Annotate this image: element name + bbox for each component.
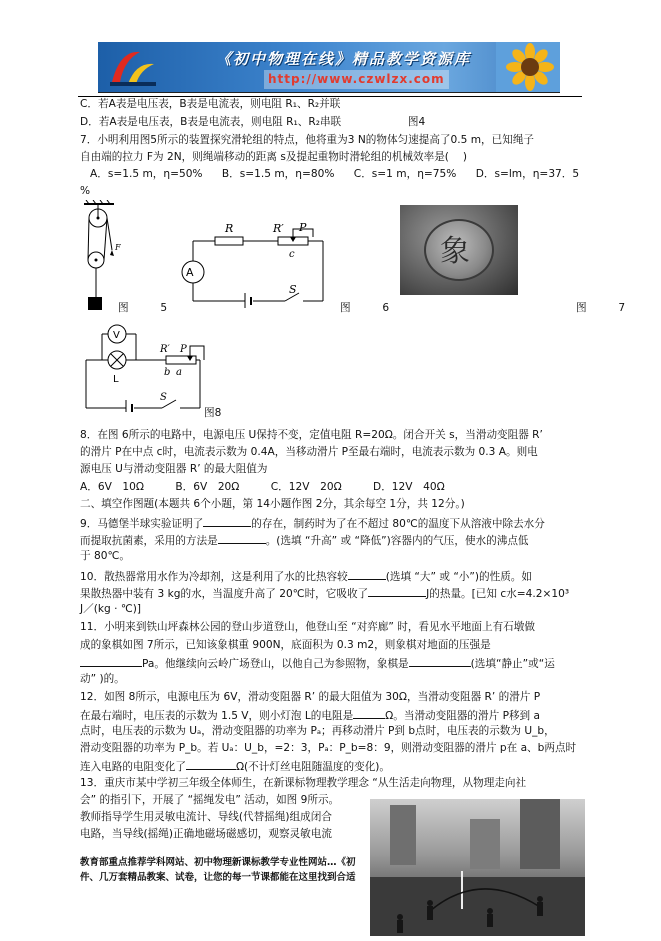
q12-line5 (80, 757, 585, 775)
switch-s-label-8: S (160, 392, 167, 403)
q7-option-a: A．s=1.5 m，η=50% (90, 168, 203, 180)
q11-text-3a: Pa。他继续向云岭广场登山，以他自己为参照物，象棋是 (142, 658, 409, 670)
chess-character: 象 (440, 234, 470, 269)
q12-line4: 滑动变阻器的功率为 P_b。若 Uₐ：U_b，=2：3，Pₐ：P_b=8：9，则滑动变阻器的滑片 p在 a、b两点时 (80, 742, 577, 754)
midpoint-c-label: c (289, 249, 295, 260)
q9-text-2b: 。(选填 “升高” 或 “降低”)容器内的气压，使水的沸点低 (265, 535, 529, 547)
slider-p-label: P (299, 221, 307, 234)
q10-line3: J／(kg · ℃)] (80, 603, 141, 615)
option-c: C．若A表是电压表，B表是电流表，则电阻 R₁、R₂并联 (80, 98, 341, 110)
circuit-figure-8 (82, 322, 207, 412)
q12-line2 (80, 706, 585, 724)
q7-option-c: C．s=1 m，η=75% (353, 168, 457, 180)
q11-line3 (80, 654, 585, 672)
q12-blank-2[interactable] (186, 757, 236, 770)
option-d: D．若A表是电压表，B表是电流表，则电阻 R₁、R₂串联 (80, 116, 342, 128)
resistor-r-label: R (225, 222, 234, 235)
q11-blank-1[interactable] (80, 654, 142, 667)
q11-blank-2[interactable] (409, 654, 471, 667)
q12-line1: 12．如图 8所示，电源电压为 6V，滑动变阻器 R’ 的最大阻值为 30Ω，当滑动变阻器 R’ 的滑片 P (80, 691, 541, 703)
q10-line2 (80, 584, 585, 602)
q9-line2 (80, 531, 585, 549)
sunflower-icon (496, 42, 560, 92)
fig4-label: 图4 (407, 116, 426, 128)
q9-text-2a: 而提取抗菌素，采用的方法是 (80, 535, 218, 547)
footer-line2: 件、几万套精品教案、试卷，让您的每一节课都能在这里找到合适 (80, 872, 356, 884)
q13-line3: 教师指导学生用灵敏电流计、导线(代替摇绳)组成闭合 (80, 811, 332, 823)
q12-text-5a: 连入电路的电阻变化了 (80, 761, 186, 773)
q12-text-5b: Ω(不计灯丝电阻随温度的变化)。 (235, 761, 391, 773)
q9-blank-1[interactable] (203, 514, 251, 527)
q12-blank-1[interactable] (353, 706, 385, 719)
fig6-label: 图 6 (340, 302, 390, 314)
q7-option-b: B．s=1.5 m，η=80% (221, 168, 335, 180)
site-url[interactable]: http://www.czwlzx.com (264, 70, 449, 89)
fig7-label: 图 7 (576, 302, 626, 314)
voltmeter-label: V (113, 330, 120, 341)
q12-line3: 点时，电压表的示数为 Uₐ，滑动变阻器的功率为 Pₐ；再移动滑片 P到 b点时，电压表的示数为 U_b， (80, 725, 555, 737)
q13-line4: 电路，当导线(摇绳)正确地磁场磁感切，观察灵敏电流 (80, 828, 332, 840)
q7-line1: 7．小明利用图5所示的装置探究滑轮组的特点，他将重为3 N的物体匀速提高了0.5 m，已知绳子 (80, 134, 535, 146)
point-b-label: b (164, 367, 171, 378)
slider-p-label-8: P (180, 344, 187, 355)
point-a-label: a (176, 367, 182, 378)
fig8-label: 图8 (204, 407, 222, 419)
footer-line1: 教育部重点推荐学科网站、初中物理新课标教学专业性网站…《初 (80, 857, 356, 868)
q10-text-2b: J的热量。[已知 c水=4.2×10³ (426, 588, 570, 600)
q11-text-3b: (选填“静止”或“运 (470, 658, 555, 670)
site-banner (98, 42, 560, 93)
q7-cont: % (80, 185, 91, 197)
switch-s-label: S (289, 283, 297, 296)
rheostat-label-8: R′ (160, 344, 170, 355)
circuit-figure-6 (175, 213, 335, 308)
fig5-label: 图 5 (118, 302, 168, 314)
rheostat-label: R′ (273, 222, 284, 235)
q8-line3: 源电压 U与滑动变阻器 R’ 的最大阻值为 (80, 463, 268, 475)
q12-text-2a: 在最右端时，电压表的示数为 1.5 V，则小灯泡 L的电阻是 (80, 710, 354, 722)
chess-photo (400, 205, 518, 295)
q8-line1: 8．在图 6所示的电路中，电源电压 U保持不变，定值电阻 R=20Ω。闭合开关 s，当滑动变阻器 R’ (80, 429, 543, 441)
footer (80, 855, 368, 885)
q9-text-1a: 9．马德堡半球实验证明了 (80, 518, 204, 530)
chess-piece (424, 219, 494, 281)
q10-line1 (80, 567, 585, 585)
q12-text-2b: Ω。当滑动变阻器的滑片 P移到 a (385, 710, 541, 722)
option-d-line (80, 114, 585, 130)
q8-option-a: A．6V 10Ω (80, 481, 144, 493)
photo-scene (370, 799, 585, 936)
q10-blank-2[interactable] (368, 584, 426, 597)
lamp-label: L (113, 374, 119, 385)
q11-line2: 成的象棋如图 7所示，已知该象棋重 900N，底面积为 0.3 m2，则象棋对地面的压强是 (80, 639, 491, 651)
pulley-figure (80, 200, 130, 312)
q7-options (80, 166, 585, 182)
q7-option-d: D．s=lm，η=37．5 (475, 168, 580, 180)
q8-option-b: B．6V 20Ω (175, 481, 240, 493)
q10-text-2a: 果散热器中装有 3 kg的水，当温度升高了 20℃时，它吸收了 (80, 588, 369, 600)
q10-blank-1[interactable] (348, 567, 386, 580)
q9-text-1b: 的存在，制药时为了在不超过 80℃的温度下从溶液中除去水分 (251, 518, 545, 530)
site-logo-icon (106, 46, 160, 88)
q11-line4: 动” )的。 (80, 673, 125, 685)
q9-blank-2[interactable] (218, 531, 266, 544)
q9-line1 (80, 514, 585, 532)
q13-line2: 会” 的指引下，开展了 “摇绳发电” 活动，如图 9所示。 (80, 794, 340, 806)
rope-generation-photo (370, 799, 585, 936)
q9-line3: 于 80℃。 (80, 550, 130, 562)
q8-option-c: C．12V 20Ω (270, 481, 342, 493)
pulley-force-label: F (115, 243, 121, 252)
q8-option-d: D．12V 40Ω (373, 481, 445, 493)
q10-text-1a: 10．散热器常用水作为冷却剂，这是利用了水的比热容较 (80, 571, 348, 583)
site-title: 《初中物理在线》精品教学资源库 (216, 50, 472, 68)
q11-line1: 11．小明来到铁山坪森林公园的登山步道登山，他登山至 “对弈廊” 时，看见水平地面上有石墩做 (80, 621, 535, 633)
section2-heading: 二、填空作图题(本题共 6个小题，第 14小题作图 2分，其余每空 1分，共 12分。) (80, 498, 465, 510)
q7-line2: 自由端的拉力 F为 2N，则绳端移动的距离 s及提起重物时滑轮组的机械效率是( ) (80, 151, 468, 163)
q8-line2: 的滑片 P在中点 c时，电流表示数为 0.4A，当移动滑片 P至最右端时，电流表示数为 0.3 A。则电 (80, 446, 538, 458)
q10-text-1b: (选填 “大” 或 “小”)的性质。如 (385, 571, 532, 583)
q13-line1: 13．重庆市某中学初三年级全体师生，在新课标物理教学理念 “从生活走向物理，从物理走向社 (80, 777, 527, 789)
q8-options (80, 479, 585, 495)
ammeter-label: A (186, 266, 194, 279)
